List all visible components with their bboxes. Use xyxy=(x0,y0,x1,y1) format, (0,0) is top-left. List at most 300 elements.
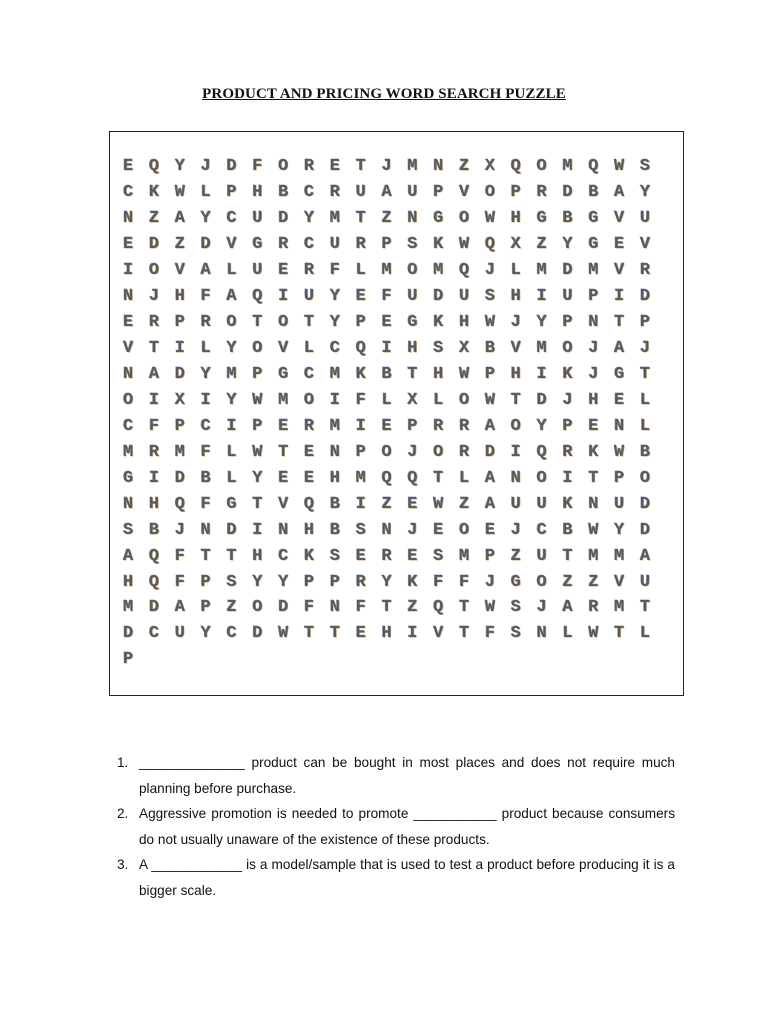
grid-letter: N xyxy=(123,364,134,384)
grid-letter: P xyxy=(614,468,625,488)
grid-letter: E xyxy=(355,286,366,306)
grid-letter: K xyxy=(407,572,418,592)
grid-letter: Z xyxy=(148,208,160,228)
grid-letter: H xyxy=(303,520,315,540)
grid-letter: M xyxy=(226,364,237,384)
grid-letter: C xyxy=(329,338,340,358)
grid-letter: T xyxy=(200,546,211,566)
grid-letter: Z xyxy=(381,494,392,514)
grid-letter: S xyxy=(433,338,444,358)
grid-letter: T xyxy=(355,208,366,228)
grid-letter: C xyxy=(303,234,315,254)
grid-letter: R xyxy=(562,442,573,462)
grid-letter: Z xyxy=(536,234,547,254)
grid-letter: R xyxy=(355,572,366,592)
grid-letter: H xyxy=(252,182,263,202)
grid-letter: R xyxy=(278,234,289,254)
grid-letter: B xyxy=(484,338,496,358)
question-item xyxy=(117,801,675,852)
grid-letter: F xyxy=(381,286,392,306)
grid-letter: Y xyxy=(252,468,263,488)
grid-letter: K xyxy=(148,182,160,202)
grid-letter: T xyxy=(639,598,651,618)
grid-letter: O xyxy=(148,260,160,280)
grid-letter: Y xyxy=(226,338,237,358)
grid-letter: H xyxy=(458,312,470,332)
grid-letter: T xyxy=(381,598,392,618)
grid-letter: E xyxy=(407,494,418,514)
grid-letter: O xyxy=(278,157,289,176)
grid-letter: M xyxy=(407,157,418,176)
grid-letter: Z xyxy=(407,598,418,618)
grid-letter: Q xyxy=(588,157,599,176)
grid-letter: R xyxy=(588,598,599,618)
grid-letter: W xyxy=(588,624,599,644)
grid-letter: Q xyxy=(355,338,366,358)
grid-letter: Q xyxy=(174,494,185,514)
grid-letter: Y xyxy=(252,572,263,592)
grid-letter: E xyxy=(588,416,599,436)
grid-letter: P xyxy=(174,312,185,332)
grid-letter: L xyxy=(226,442,237,462)
grid-letter: H xyxy=(510,364,521,384)
grid-letter: H xyxy=(174,286,185,306)
grid-letter: N xyxy=(381,520,392,540)
grid-letter: B xyxy=(562,208,573,228)
grid-letter: E xyxy=(303,468,315,488)
grid-letter: F xyxy=(200,442,211,462)
grid-letter: P xyxy=(200,598,211,618)
grid-letter: O xyxy=(458,520,470,540)
grid-letter: R xyxy=(355,234,366,254)
grid-letter: C xyxy=(200,416,211,436)
grid-letter: K xyxy=(433,312,444,332)
grid-letter: M xyxy=(329,208,340,228)
grid-letter: W xyxy=(484,598,496,618)
grid-letter: R xyxy=(639,260,651,280)
grid-letter: I xyxy=(226,416,237,436)
grid-letter: L xyxy=(433,390,444,410)
grid-letter: M xyxy=(123,598,134,618)
grid-letter: R xyxy=(148,442,160,462)
grid-letter: M xyxy=(562,157,573,176)
grid-letter: A xyxy=(484,494,496,514)
grid-letter: G xyxy=(278,364,289,384)
grid-letter: L xyxy=(458,468,470,488)
question-text: Aggressive promotion is needed to promote ___________ product because consumers do not usually unaware of the existence of these products. xyxy=(139,806,675,847)
grid-letter: P xyxy=(355,442,366,462)
grid-letter: U xyxy=(614,494,625,514)
grid-letter: P xyxy=(329,572,340,592)
grid-letter: H xyxy=(510,286,521,306)
grid-letter: D xyxy=(536,390,547,410)
grid-letter: U xyxy=(639,208,651,228)
grid-letter: Y xyxy=(200,364,211,384)
grid-letter: R xyxy=(329,182,340,202)
grid-letter: U xyxy=(355,182,366,202)
grid-letter: U xyxy=(562,286,573,306)
grid-letter: M xyxy=(614,598,625,618)
grid-letter: L xyxy=(355,260,366,280)
grid-letter: Y xyxy=(381,572,392,592)
grid-letter: A xyxy=(174,598,185,618)
grid-letter: F xyxy=(329,260,340,280)
grid-letter: P xyxy=(200,572,211,592)
grid-letter: D xyxy=(278,598,289,618)
grid-letter: L xyxy=(226,260,237,280)
grid-letter: Y xyxy=(329,286,340,306)
grid-letter: I xyxy=(355,416,366,436)
grid-letter: S xyxy=(226,572,237,592)
grid-letter: E xyxy=(381,312,392,332)
grid-letter: P xyxy=(484,364,496,384)
grid-letter: I xyxy=(200,390,211,410)
grid-letter: H xyxy=(381,624,392,644)
grid-letter: F xyxy=(484,624,496,644)
grid-letter: Y xyxy=(614,520,625,540)
grid-letter: E xyxy=(614,390,625,410)
grid-letter: R xyxy=(303,260,315,280)
grid-letter: O xyxy=(252,338,263,358)
grid-letter: J xyxy=(639,338,651,358)
grid-letter: N xyxy=(123,494,134,514)
grid-letter: P xyxy=(639,312,651,332)
grid-letter: T xyxy=(588,468,599,488)
grid-letter: A xyxy=(484,468,496,488)
grid-letter: Y xyxy=(303,208,315,228)
grid-letter: O xyxy=(562,338,573,358)
grid-letter: J xyxy=(407,520,418,540)
grid-letter: R xyxy=(148,312,160,332)
grid-letter: N xyxy=(123,208,134,228)
grid-letter: M xyxy=(458,546,470,566)
grid-letter: V xyxy=(278,338,289,358)
grid-letter: V xyxy=(614,572,625,592)
grid-letter: H xyxy=(252,546,263,566)
grid-letter: B xyxy=(200,468,211,488)
grid-letter: J xyxy=(381,157,392,176)
grid-letter: I xyxy=(252,520,263,540)
grid-letter: K xyxy=(562,494,573,514)
grid-letter: G xyxy=(536,208,547,228)
grid-letter: B xyxy=(588,182,599,202)
grid-letter: A xyxy=(226,286,237,306)
grid-letter: J xyxy=(562,390,573,410)
grid-letter: D xyxy=(200,234,211,254)
grid-letter: N xyxy=(278,520,289,540)
grid-letter: B xyxy=(278,182,289,202)
grid-letter: E xyxy=(278,416,289,436)
grid-letter: A xyxy=(381,182,392,202)
grid-letter: O xyxy=(510,416,521,436)
grid-letter: H xyxy=(148,494,160,514)
grid-letter: M xyxy=(588,260,599,280)
grid-letter: B xyxy=(562,520,573,540)
grid-letter: D xyxy=(639,286,651,306)
grid-letter: Z xyxy=(226,598,237,618)
grid-letter: L xyxy=(226,468,237,488)
grid-letter: W xyxy=(278,624,289,644)
grid-letter: F xyxy=(200,494,211,514)
grid-letter: F xyxy=(355,390,366,410)
grid-letter: N xyxy=(329,442,340,462)
grid-letter: D xyxy=(226,157,237,176)
grid-letter: V xyxy=(226,234,237,254)
grid-letter: O xyxy=(458,390,470,410)
grid-letter: Q xyxy=(252,286,263,306)
grid-letter: E xyxy=(355,546,366,566)
grid-letter: G xyxy=(588,234,599,254)
grid-letter: V xyxy=(458,182,470,202)
grid-letter: P xyxy=(484,546,496,566)
grid-letter: G xyxy=(252,234,263,254)
grid-letter: H xyxy=(510,208,521,228)
grid-letter: P xyxy=(252,364,263,384)
grid-letter: B xyxy=(639,442,651,462)
grid-letter: D xyxy=(174,364,185,384)
grid-letter: T xyxy=(562,546,573,566)
grid-letter: V xyxy=(614,260,625,280)
grid-letter: I xyxy=(510,442,521,462)
grid-letter: O xyxy=(536,157,547,176)
grid-letter: S xyxy=(355,520,366,540)
grid-letter: N xyxy=(588,494,599,514)
grid-letter: E xyxy=(433,520,444,540)
grid-letter: Q xyxy=(407,468,418,488)
grid-letter: N xyxy=(510,468,521,488)
grid-letter: U xyxy=(303,286,315,306)
grid-letter: U xyxy=(407,286,418,306)
grid-letter: E xyxy=(614,234,625,254)
grid-letter: V xyxy=(278,494,289,514)
grid-letter: Z xyxy=(458,157,470,176)
grid-letter: K xyxy=(433,234,444,254)
grid-letter: G xyxy=(226,494,237,514)
grid-letter: P xyxy=(174,416,185,436)
grid-letter: S xyxy=(639,157,651,176)
grid-letter: D xyxy=(148,598,160,618)
grid-letter: G xyxy=(510,572,521,592)
grid-letter: W xyxy=(252,390,263,410)
word-search-box xyxy=(109,131,684,696)
question-number: 3. xyxy=(117,857,129,872)
grid-letter: B xyxy=(148,520,160,540)
grid-letter: L xyxy=(510,260,521,280)
grid-letter: C xyxy=(148,624,160,644)
grid-letter: J xyxy=(536,598,547,618)
grid-letter: J xyxy=(407,442,418,462)
grid-letter: A xyxy=(614,338,625,358)
grid-letter: F xyxy=(355,598,366,618)
grid-letter: E xyxy=(381,416,392,436)
grid-letter: D xyxy=(639,520,651,540)
grid-letter: P xyxy=(381,234,392,254)
grid-letter: E xyxy=(329,157,340,176)
grid-letter: H xyxy=(433,364,444,384)
grid-letter: U xyxy=(174,624,185,644)
grid-letter: A xyxy=(123,546,134,566)
grid-letter: P xyxy=(226,182,237,202)
grid-letter: A xyxy=(614,182,625,202)
grid-letter: V xyxy=(510,338,521,358)
question-number: 1. xyxy=(117,755,129,770)
grid-letter: O xyxy=(226,312,237,332)
grid-letter: U xyxy=(252,208,263,228)
grid-letter: N xyxy=(433,157,444,176)
grid-letter: N xyxy=(407,208,418,228)
grid-letter: T xyxy=(303,312,315,332)
grid-letter: O xyxy=(433,442,444,462)
grid-letter: P xyxy=(123,650,134,670)
grid-letter: F xyxy=(174,546,185,566)
grid-letter: D xyxy=(226,520,237,540)
grid-letter: I xyxy=(536,286,547,306)
grid-letter: W xyxy=(484,312,496,332)
grid-letter: T xyxy=(303,624,315,644)
grid-letter: U xyxy=(639,572,651,592)
grid-letter: U xyxy=(510,494,521,514)
grid-letter: T xyxy=(407,364,418,384)
grid-letter: N xyxy=(123,286,134,306)
grid-letter: U xyxy=(329,234,340,254)
grid-letter: Z xyxy=(588,572,599,592)
question-number: 2. xyxy=(117,806,129,821)
grid-letter: M xyxy=(278,390,289,410)
grid-letter: M xyxy=(329,364,340,384)
grid-letter: R xyxy=(458,416,470,436)
grid-letter: N xyxy=(200,520,211,540)
grid-letter: S xyxy=(510,598,521,618)
grid-letter: N xyxy=(536,624,547,644)
grid-letter: O xyxy=(303,390,315,410)
grid-letter: C xyxy=(226,208,237,228)
grid-letter: Q xyxy=(536,442,547,462)
grid-letter: T xyxy=(639,364,651,384)
grid-letter: T xyxy=(433,468,444,488)
grid-letter: Y xyxy=(200,208,211,228)
grid-letter: O xyxy=(484,182,496,202)
grid-letter: A xyxy=(562,598,573,618)
grid-letter: U xyxy=(407,182,418,202)
grid-letter: Q xyxy=(458,260,470,280)
grid-letter: A xyxy=(148,364,160,384)
grid-letter: Y xyxy=(639,182,651,202)
grid-letter: T xyxy=(458,624,470,644)
word-search-grid xyxy=(123,154,666,673)
grid-letter: C xyxy=(303,182,315,202)
grid-letter: D xyxy=(484,442,496,462)
grid-letter: Y xyxy=(226,390,237,410)
grid-letter: H xyxy=(329,468,340,488)
grid-letter: D xyxy=(562,182,573,202)
grid-letter: H xyxy=(588,390,599,410)
grid-letter: S xyxy=(407,234,418,254)
grid-letter: L xyxy=(639,390,651,410)
grid-letter: S xyxy=(123,520,134,540)
grid-letter: E xyxy=(484,520,496,540)
grid-letter: T xyxy=(329,624,340,644)
grid-letter: U xyxy=(536,494,547,514)
grid-letter: M xyxy=(123,442,134,462)
grid-letter: L xyxy=(303,338,315,358)
grid-letter: H xyxy=(123,572,134,592)
grid-letter: M xyxy=(174,442,185,462)
grid-letter: F xyxy=(458,572,470,592)
grid-letter: P xyxy=(510,182,521,202)
grid-letter: W xyxy=(433,494,444,514)
grid-letter: W xyxy=(174,182,185,202)
grid-letter: Y xyxy=(278,572,289,592)
grid-letter: D xyxy=(433,286,444,306)
grid-letter: F xyxy=(303,598,315,618)
grid-letter: G xyxy=(588,208,599,228)
grid-letter: W xyxy=(458,234,470,254)
grid-letter: E xyxy=(123,234,134,254)
grid-letter: C xyxy=(536,520,547,540)
grid-letter: Q xyxy=(510,157,521,176)
grid-letter: Z xyxy=(381,208,392,228)
grid-letter: V xyxy=(174,260,185,280)
grid-letter: D xyxy=(123,624,134,644)
grid-letter: M xyxy=(536,338,547,358)
grid-letter: O xyxy=(536,468,547,488)
grid-letter: O xyxy=(381,442,392,462)
grid-letter: D xyxy=(278,208,289,228)
grid-letter: P xyxy=(562,416,573,436)
grid-letter: W xyxy=(458,364,470,384)
grid-letter: E xyxy=(355,624,366,644)
grid-letter: C xyxy=(123,416,134,436)
grid-letter: J xyxy=(588,338,599,358)
question-text: ______________ product can be bought in most places and does not require much planning before purchase. xyxy=(139,755,675,796)
grid-letter: K xyxy=(303,546,315,566)
grid-letter: P xyxy=(433,182,444,202)
grid-letter: B xyxy=(329,494,340,514)
grid-letter: T xyxy=(278,442,289,462)
grid-letter: F xyxy=(200,286,211,306)
grid-letter: I xyxy=(148,468,160,488)
grid-letter: J xyxy=(174,520,185,540)
grid-letter: G xyxy=(407,312,418,332)
grid-letter: X xyxy=(484,157,496,176)
grid-letter: L xyxy=(639,624,651,644)
grid-letter: Y xyxy=(329,312,340,332)
grid-letter: T xyxy=(510,390,521,410)
grid-letter: C xyxy=(123,182,134,202)
grid-letter: J xyxy=(200,157,211,176)
grid-letter: K xyxy=(588,442,599,462)
grid-letter: O xyxy=(536,572,547,592)
grid-letter: T xyxy=(226,546,237,566)
grid-letter: J xyxy=(588,364,599,384)
grid-letter: F xyxy=(433,572,444,592)
grid-letter: X xyxy=(174,390,185,410)
grid-letter: I xyxy=(355,494,366,514)
grid-letter: T xyxy=(252,494,263,514)
question-text: A ____________ is a model/sample that is used to test a product before producing it is a bigger scale. xyxy=(139,857,675,898)
grid-letter: S xyxy=(484,286,496,306)
grid-letter: N xyxy=(588,312,599,332)
grid-letter: T xyxy=(355,157,366,176)
grid-letter: R xyxy=(381,546,392,566)
grid-letter: G xyxy=(433,208,444,228)
grid-letter: O xyxy=(639,468,651,488)
grid-letter: F xyxy=(252,157,263,176)
grid-letter: M xyxy=(433,260,444,280)
question-list xyxy=(117,750,675,903)
grid-letter: Y xyxy=(562,234,573,254)
grid-letter: L xyxy=(200,338,211,358)
